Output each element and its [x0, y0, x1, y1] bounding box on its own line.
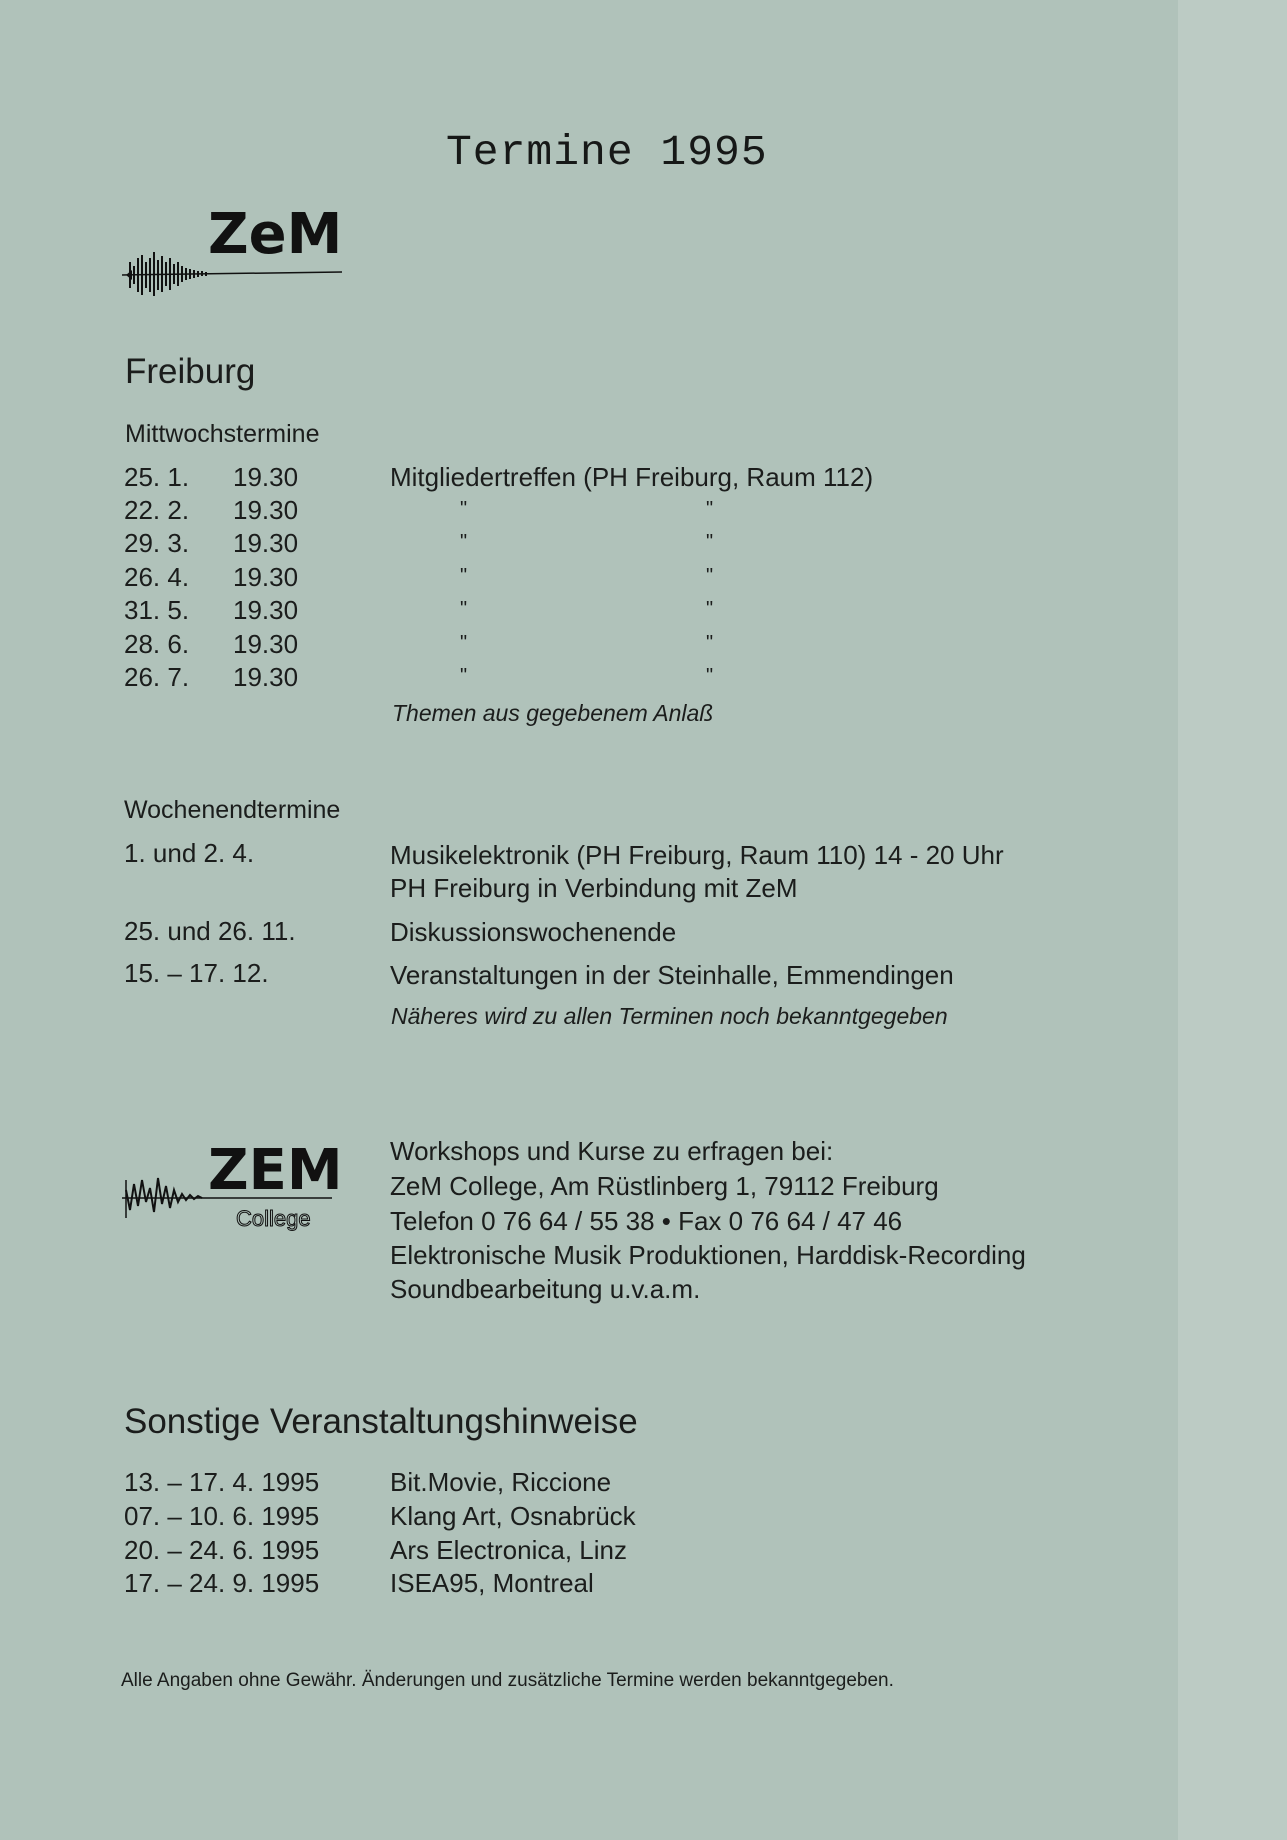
zem-college-logo-subtext: College [236, 1206, 311, 1231]
ditto-mark: " [706, 665, 714, 687]
page-edge [1178, 0, 1287, 1840]
weekend-event: Veranstaltungen in der Steinhalle, Emmendingen [390, 960, 954, 990]
ditto-mark: " [706, 632, 714, 654]
other-event-name: ISEA95, Montreal [390, 1568, 594, 1598]
wed-time: 19.30 [233, 495, 299, 525]
other-event-name: Bit.Movie, Riccione [390, 1467, 612, 1497]
ditto-mark: " [706, 498, 714, 520]
college-info-line: ZeM College, Am Rüstlinberg 1, 79112 Freiburg [390, 1171, 939, 1201]
wednesday-heading: Mittwochstermine [125, 420, 320, 448]
zem-college-logo-text: ZEM [208, 1138, 343, 1203]
weekend-event: Diskussionswochenende [390, 917, 677, 947]
wed-date: 28. 6. [124, 629, 190, 659]
weekend-date: 25. und 26. 11. [124, 916, 296, 946]
zem-logo [122, 200, 347, 300]
college-info-line: Telefon 0 76 64 / 55 38 • Fax 0 76 64 / 47 46 [390, 1206, 903, 1236]
weekend-event-detail: PH Freiburg in Verbindung mit ZeM [390, 873, 798, 903]
section-heading-freiburg: Freiburg [125, 352, 256, 391]
ditto-mark: " [460, 565, 468, 587]
ditto-mark: " [460, 632, 468, 654]
wed-date: 26. 4. [124, 562, 190, 592]
wed-time: 19.30 [233, 595, 299, 625]
ditto-mark: " [460, 598, 468, 620]
page-title: Termine 1995 [446, 128, 768, 177]
wed-time: 19.30 [233, 629, 299, 659]
wed-date: 26. 7. [124, 662, 190, 692]
weekend-event: Musikelektronik (PH Freiburg, Raum 110) 14 - 20 Uhr [390, 840, 1004, 870]
wed-date: 22. 2. [124, 495, 190, 525]
wed-time: 19.30 [233, 462, 299, 492]
wed-date: 31. 5. [124, 595, 190, 625]
weekend-heading: Wochenendtermine [124, 796, 341, 824]
wed-date: 25. 1. [124, 462, 190, 492]
ditto-mark: " [706, 531, 714, 553]
wed-time: 19.30 [233, 662, 299, 692]
ditto-mark: " [460, 531, 468, 553]
section-heading-other-events: Sonstige Veranstaltungshinweise [124, 1402, 638, 1441]
wed-time: 19.30 [233, 562, 299, 592]
college-info-line: Elektronische Musik Produktionen, Harddisk-Recording [390, 1240, 1026, 1270]
other-event-date: 13. – 17. 4. 1995 [124, 1467, 320, 1497]
ditto-mark: " [460, 665, 468, 687]
footer-disclaimer: Alle Angaben ohne Gewähr. Änderungen und zusätzliche Termine werden bekanntgegeben. [121, 1670, 894, 1691]
wed-date: 29. 3. [124, 528, 190, 558]
other-event-name: Ars Electronica, Linz [390, 1535, 627, 1565]
ditto-mark: " [706, 598, 714, 620]
weekend-note: Näheres wird zu allen Terminen noch bekanntgegeben [391, 1003, 948, 1029]
other-event-date: 07. – 10. 6. 1995 [124, 1501, 320, 1531]
ditto-mark: " [706, 565, 714, 587]
zem-logo-text: ZeM [208, 202, 343, 267]
zem-college-logo [122, 1140, 342, 1240]
wednesday-note: Themen aus gegebenem Anlaß [392, 700, 714, 726]
weekend-date: 1. und 2. 4. [124, 838, 255, 868]
other-event-date: 17. – 24. 9. 1995 [124, 1568, 320, 1598]
weekend-date: 15. – 17. 12. [124, 958, 269, 988]
college-info-line: Workshops und Kurse zu erfragen bei: [390, 1136, 834, 1166]
other-event-name: Klang Art, Osnabrück [390, 1501, 636, 1531]
other-event-date: 20. – 24. 6. 1995 [124, 1535, 320, 1565]
wed-time: 19.30 [233, 528, 299, 558]
wed-event: Mitgliedertreffen (PH Freiburg, Raum 112) [390, 462, 874, 492]
ditto-mark: " [460, 498, 468, 520]
college-info-line: Soundbearbeitung u.v.a.m. [390, 1274, 701, 1304]
